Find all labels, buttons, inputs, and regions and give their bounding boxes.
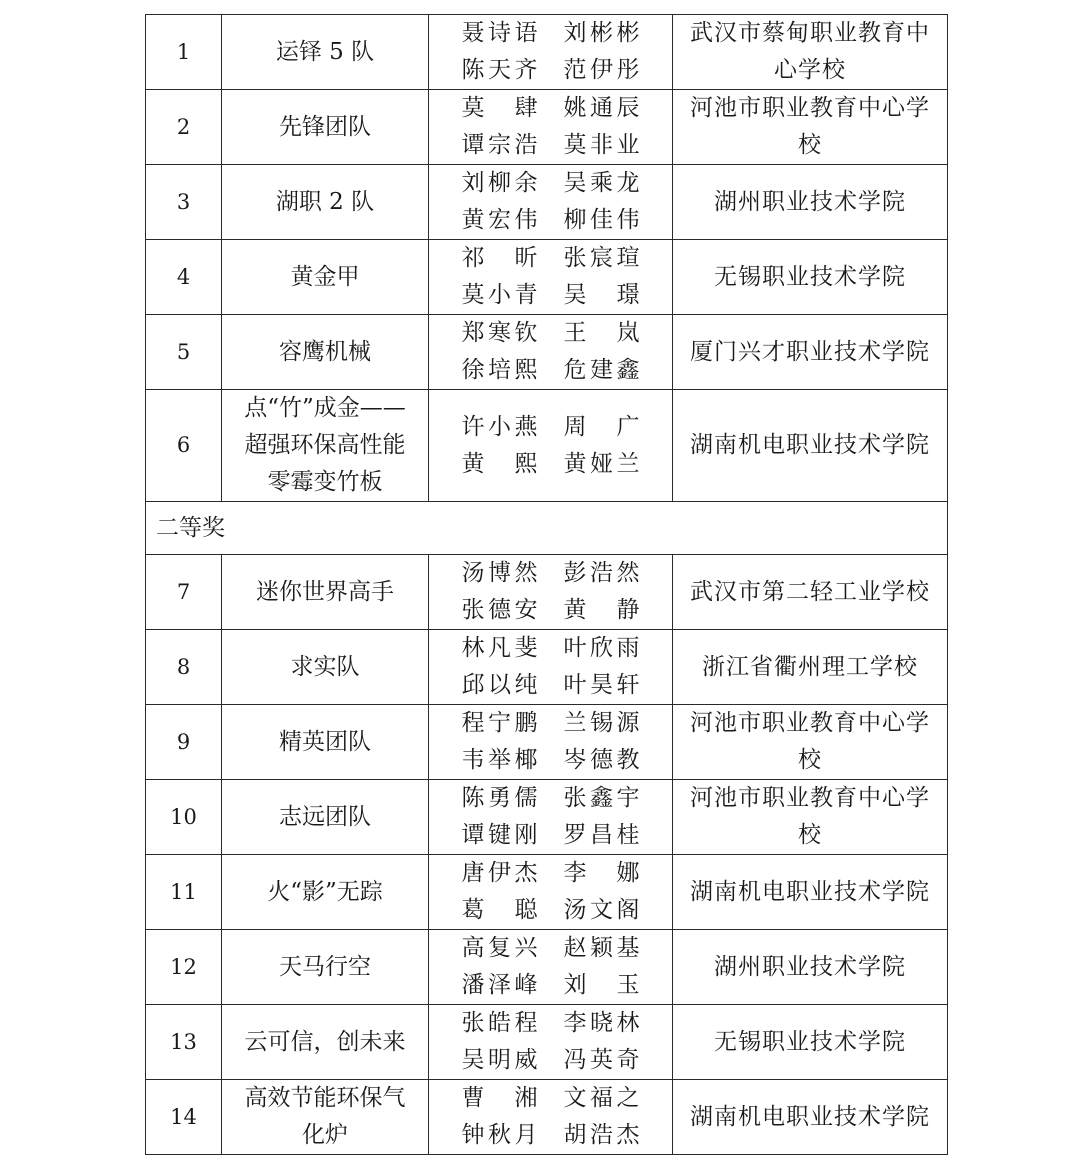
member-name: 钟秋月	[461, 1122, 538, 1148]
table-row	[146, 390, 948, 502]
team-members	[429, 705, 673, 780]
member-name: 吴 璟	[563, 282, 640, 308]
member-name: 柳佳伟	[563, 207, 640, 233]
members-line	[429, 705, 672, 742]
members-line	[429, 930, 672, 967]
member-name: 范伊彤	[563, 57, 640, 83]
team-members	[429, 630, 673, 705]
table-row	[146, 315, 948, 390]
member-name: 王 岚	[563, 320, 640, 346]
team-name: 高效节能环保气化炉	[222, 1080, 429, 1155]
row-number: 3	[146, 165, 222, 240]
member-name: 吴乘龙	[563, 170, 640, 196]
member-name: 张鑫宇	[563, 785, 640, 811]
row-number: 2	[146, 90, 222, 165]
member-name: 文福之	[563, 1085, 640, 1111]
row-number: 9	[146, 705, 222, 780]
team-members	[429, 240, 673, 315]
member-name: 黄娅兰	[563, 450, 640, 477]
members-line	[429, 15, 672, 52]
members-line	[429, 1117, 672, 1154]
row-number: 12	[146, 930, 222, 1005]
member-name: 黄宏伟	[461, 207, 538, 233]
members-line	[429, 52, 672, 89]
member-name: 岑德教	[563, 747, 640, 773]
member-name: 谭键刚	[461, 822, 538, 848]
member-name: 莫小青	[461, 282, 538, 308]
member-name: 唐伊杰	[461, 860, 538, 886]
team-members	[429, 390, 673, 502]
member-name: 叶昊轩	[563, 672, 640, 698]
row-number: 13	[146, 1005, 222, 1080]
members-line	[429, 817, 672, 854]
members-line	[429, 892, 672, 929]
row-number: 6	[146, 390, 222, 502]
team-members	[429, 315, 673, 390]
member-name: 胡浩杰	[563, 1122, 640, 1148]
team-name: 天马行空	[222, 930, 429, 1005]
members-line	[429, 1080, 672, 1117]
member-name: 许小燕	[461, 413, 538, 440]
table-row	[146, 165, 948, 240]
school-name: 浙江省衢州理工学校	[673, 630, 948, 705]
school-name: 厦门兴才职业技术学院	[673, 315, 948, 390]
team-name: 志远团队	[222, 780, 429, 855]
member-name: 李 娜	[563, 860, 640, 886]
team-members	[429, 930, 673, 1005]
row-number: 7	[146, 555, 222, 630]
member-name: 张宸瑄	[563, 245, 640, 271]
row-number: 4	[146, 240, 222, 315]
school-name: 湖州职业技术学院	[673, 165, 948, 240]
members-line	[429, 409, 672, 446]
table-row	[146, 930, 948, 1005]
member-name: 叶欣雨	[563, 635, 640, 661]
row-number: 5	[146, 315, 222, 390]
member-name: 祁 昕	[461, 245, 538, 271]
team-name: 容鹰机械	[222, 315, 429, 390]
team-name: 湖职 2 队	[222, 165, 429, 240]
row-number: 11	[146, 855, 222, 930]
member-name: 汤博然	[461, 560, 538, 586]
school-name: 河池市职业教育中心学校	[673, 705, 948, 780]
team-name: 云可信，创未来	[222, 1005, 429, 1080]
members-line	[429, 967, 672, 1004]
members-line	[429, 855, 672, 892]
member-name: 彭浩然	[563, 560, 640, 586]
member-name: 冯英奇	[563, 1047, 640, 1073]
school-name: 无锡职业技术学院	[673, 1005, 948, 1080]
member-name: 刘彬彬	[563, 20, 640, 46]
member-name: 黄 静	[563, 597, 640, 623]
team-name: 精英团队	[222, 705, 429, 780]
school-name: 湖南机电职业技术学院	[673, 1080, 948, 1155]
team-members	[429, 90, 673, 165]
member-name: 陈勇儒	[461, 785, 538, 811]
members-line	[429, 780, 672, 817]
member-name: 韦举椰	[461, 747, 538, 773]
table-row	[146, 1005, 948, 1080]
member-name: 罗昌桂	[563, 822, 640, 848]
school-name: 武汉市蔡甸职业教育中心学校	[673, 15, 948, 90]
team-name: 点“竹”成金——超强环保高性能零霉变竹板	[222, 390, 429, 502]
member-name: 曹 湘	[461, 1085, 538, 1111]
school-name: 武汉市第二轻工业学校	[673, 555, 948, 630]
table-row	[146, 555, 948, 630]
member-name: 姚通辰	[563, 95, 640, 121]
row-number: 10	[146, 780, 222, 855]
team-members	[429, 855, 673, 930]
members-line	[429, 446, 672, 483]
members-line	[429, 630, 672, 667]
member-name: 邱以纯	[461, 672, 538, 698]
team-name: 先锋团队	[222, 90, 429, 165]
table-row	[146, 90, 948, 165]
members-line	[429, 277, 672, 314]
members-line	[429, 352, 672, 389]
row-number: 1	[146, 15, 222, 90]
member-name: 高复兴	[461, 935, 538, 961]
member-name: 危建鑫	[563, 357, 640, 383]
member-name: 潘泽峰	[461, 972, 538, 998]
member-name: 葛 聪	[461, 897, 538, 923]
member-name: 刘 玉	[563, 972, 640, 998]
school-name: 河池市职业教育中心学校	[673, 90, 948, 165]
members-line	[429, 742, 672, 779]
team-members	[429, 15, 673, 90]
member-name: 周 广	[563, 413, 640, 440]
members-line	[429, 592, 672, 629]
member-name: 陈天齐	[461, 57, 538, 83]
members-line	[429, 240, 672, 277]
member-name: 莫非业	[563, 132, 640, 158]
school-name: 河池市职业教育中心学校	[673, 780, 948, 855]
members-line	[429, 1005, 672, 1042]
member-name: 谭宗浩	[461, 132, 538, 158]
team-name: 黄金甲	[222, 240, 429, 315]
team-members	[429, 165, 673, 240]
member-name: 张皓程	[461, 1010, 538, 1036]
section-header-row	[146, 502, 948, 555]
table-row	[146, 705, 948, 780]
team-members	[429, 1005, 673, 1080]
members-line	[429, 1042, 672, 1079]
team-name: 火“影”无踪	[222, 855, 429, 930]
members-line	[429, 315, 672, 352]
section-title: 二等奖	[146, 502, 948, 555]
members-line	[429, 165, 672, 202]
school-name: 湖南机电职业技术学院	[673, 390, 948, 502]
members-line	[429, 555, 672, 592]
members-line	[429, 127, 672, 164]
table-row	[146, 780, 948, 855]
member-name: 兰锡源	[563, 710, 640, 736]
table-row	[146, 15, 948, 90]
team-name: 迷你世界高手	[222, 555, 429, 630]
row-number: 8	[146, 630, 222, 705]
school-name: 湖州职业技术学院	[673, 930, 948, 1005]
members-line	[429, 667, 672, 704]
member-name: 黄 熙	[461, 450, 538, 477]
members-line	[429, 90, 672, 127]
team-members	[429, 555, 673, 630]
member-name: 汤文阁	[563, 897, 640, 923]
school-name: 无锡职业技术学院	[673, 240, 948, 315]
team-members	[429, 1080, 673, 1155]
member-name: 郑寒钦	[461, 320, 538, 346]
team-name: 运铎 5 队	[222, 15, 429, 90]
member-name: 徐培熙	[461, 357, 538, 383]
table-row	[146, 855, 948, 930]
member-name: 赵颖基	[563, 935, 640, 961]
member-name: 程宁鹏	[461, 710, 538, 736]
member-name: 李晓林	[563, 1010, 640, 1036]
row-number: 14	[146, 1080, 222, 1155]
table-row	[146, 630, 948, 705]
table-row	[146, 1080, 948, 1155]
award-table-body	[146, 15, 948, 1155]
member-name: 张德安	[461, 597, 538, 623]
member-name: 吴明威	[461, 1047, 538, 1073]
member-name: 聂诗语	[461, 20, 538, 46]
school-name: 湖南机电职业技术学院	[673, 855, 948, 930]
member-name: 林凡斐	[461, 635, 538, 661]
team-name: 求实队	[222, 630, 429, 705]
award-table	[145, 14, 948, 1155]
table-row	[146, 240, 948, 315]
member-name: 刘柳余	[461, 170, 538, 196]
team-members	[429, 780, 673, 855]
member-name: 莫 肆	[461, 95, 538, 121]
members-line	[429, 202, 672, 239]
